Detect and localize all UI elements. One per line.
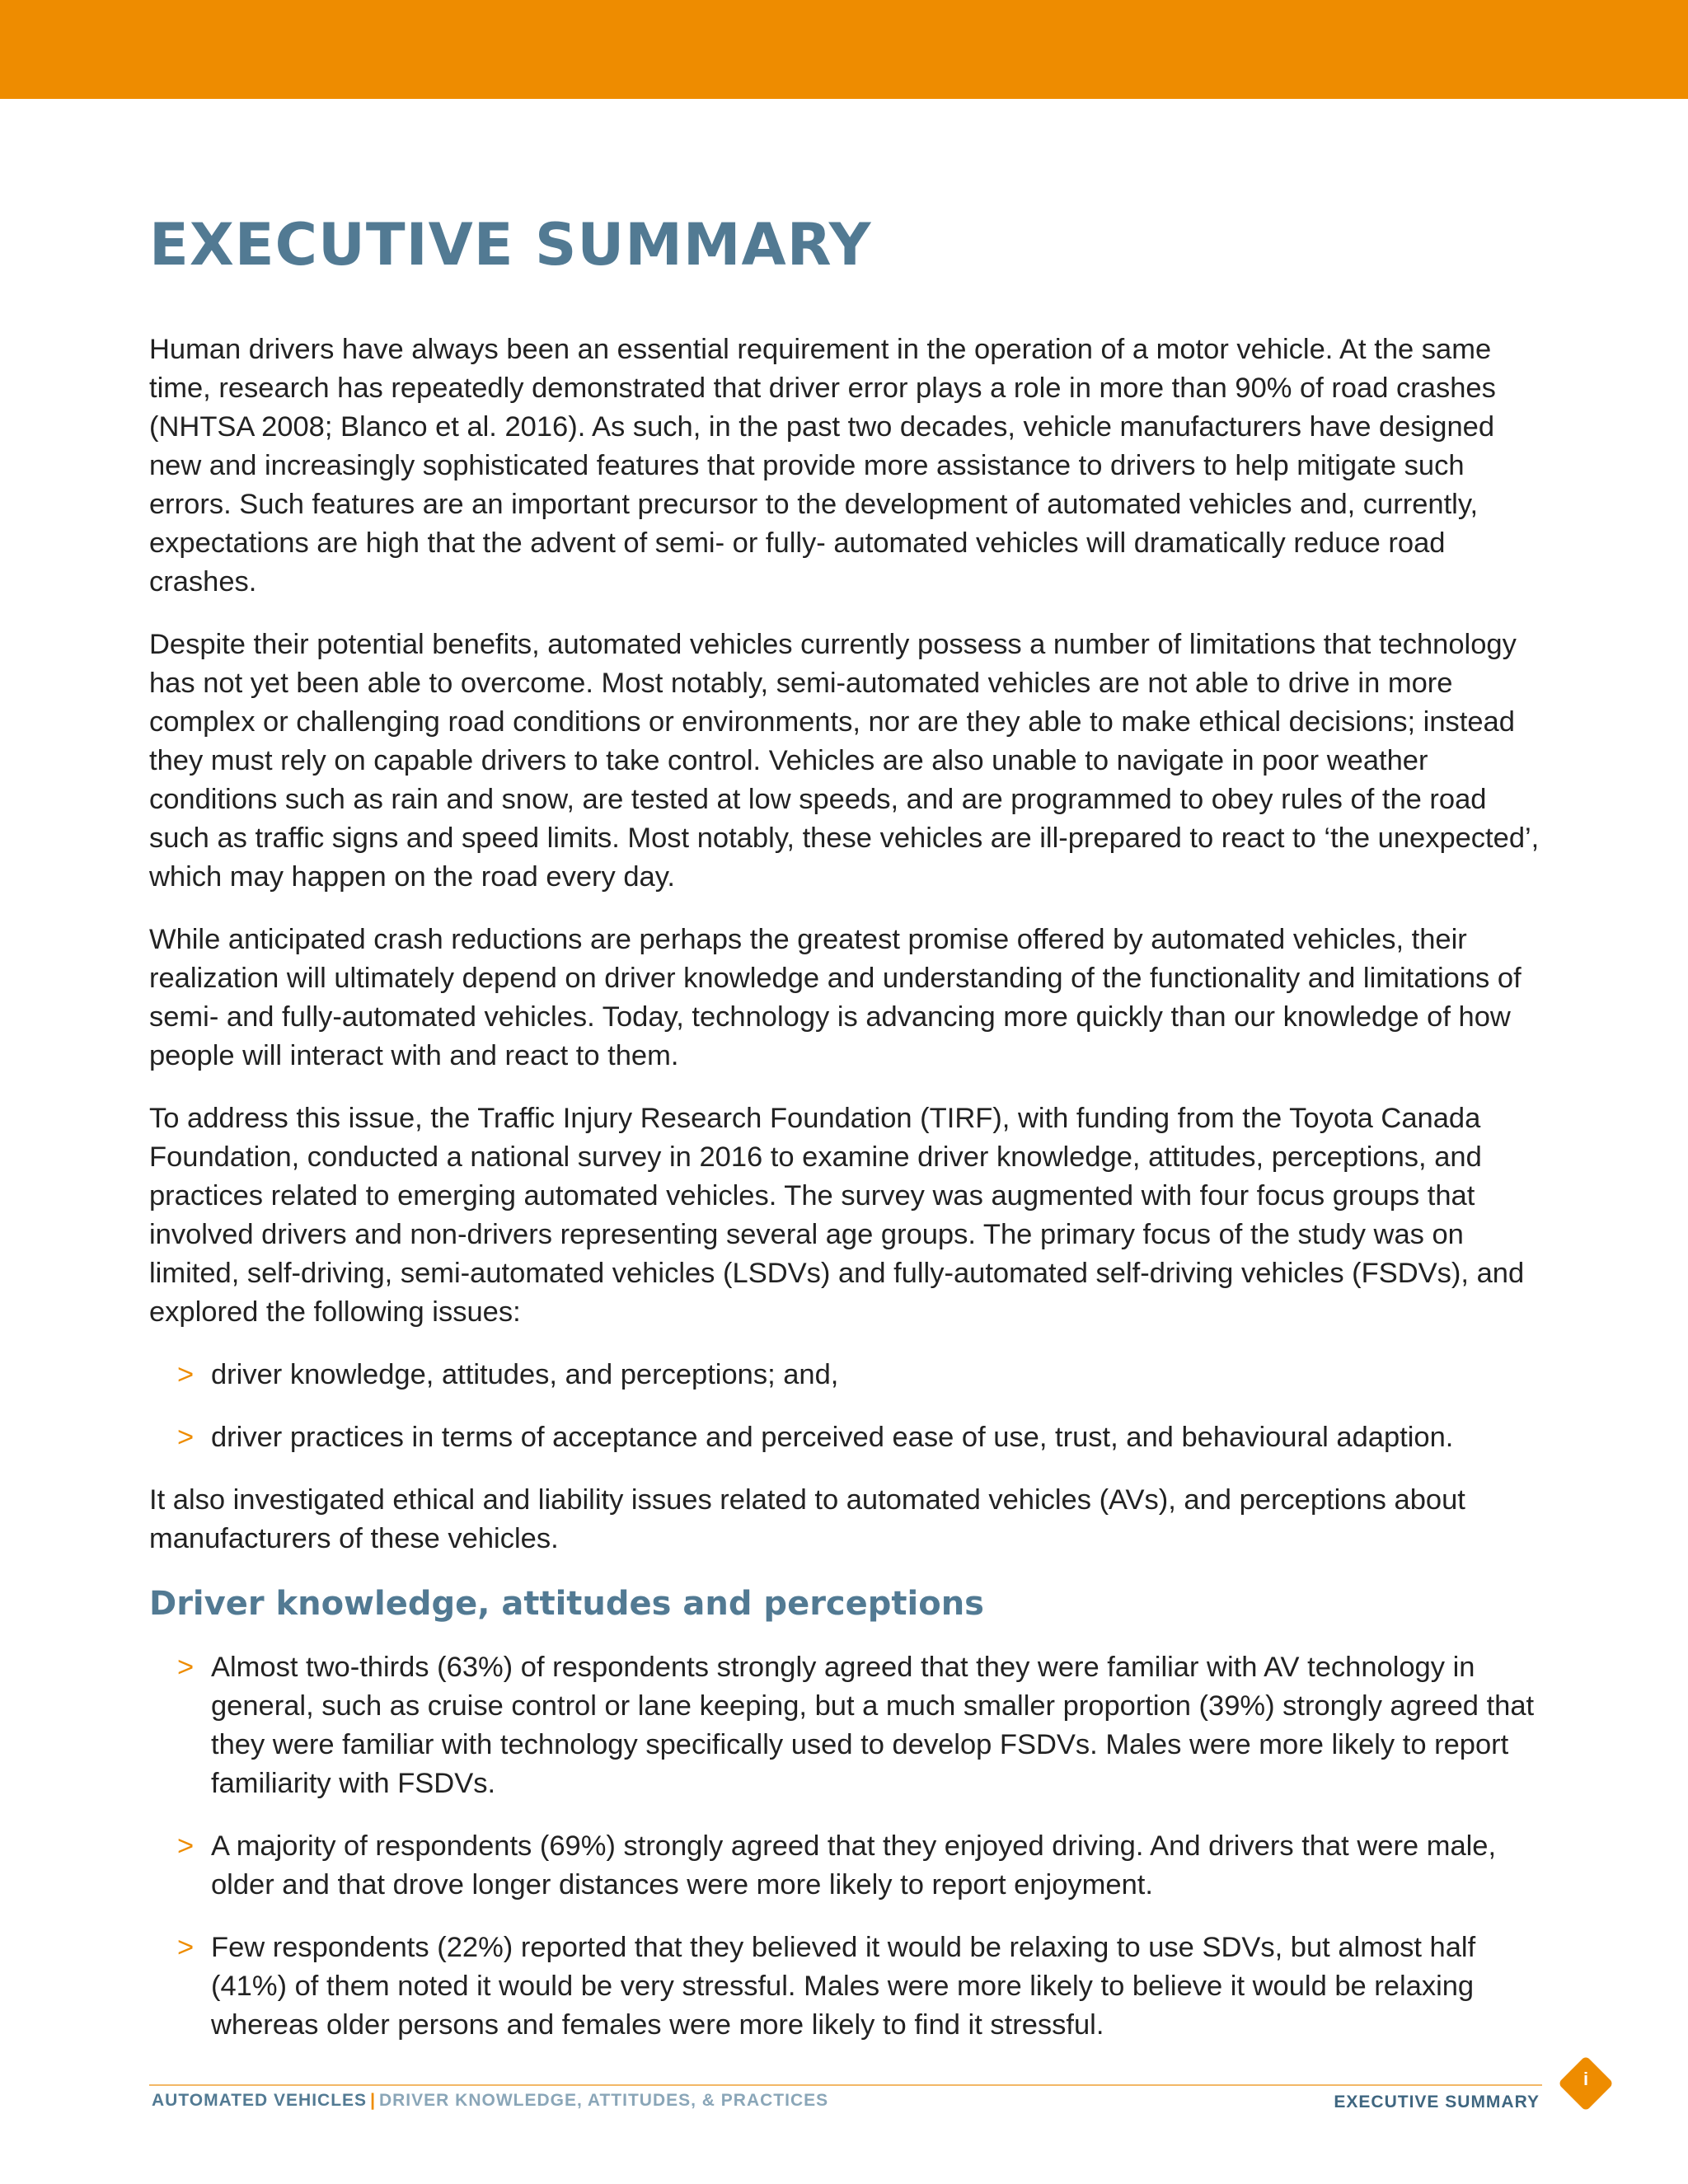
list-item-text: driver practices in terms of acceptance and perceived ease of use, trust, and behavioural adaption. (211, 1422, 1454, 1453)
page-number: i (1582, 2068, 1589, 2089)
list-item-text: driver knowledge, attitudes, and perceptions; and, (211, 1359, 839, 1390)
list-item-text: A majority of respondents (69%) strongly agreed that they enjoyed driving. And drivers that were male, older and that drove longer distances were more likely to report enjoyment. (211, 1830, 1497, 1900)
bullet-chevron-icon: > (177, 1932, 195, 1963)
list-item (149, 1418, 1542, 1457)
intro-paragraph-4: To address this issue, the Traffic Injury Research Foundation (TIRF), with funding from the Toyota Canada Foundation, conducted a national survey in 2016 to examine driver knowledge, attitudes, perceptions, and practices related to emerging automated vehicles. The survey was augmented with four focus groups that involved drivers and non-drivers representing several age groups. The primary focus of the study was on limited, self-driving, semi-automated vehicles (LSDVs) and fully-automated self-driving vehicles (FSDVs), and explored the following issues: (149, 1103, 1525, 1328)
intro-paragraph-3: While anticipated crash reductions are perhaps the greatest promise offered by automated vehicles, their realization will ultimately depend on driver knowledge and understanding of the functionality and limitations of semi- and fully-automated vehicles. Today, technology is advancing more quickly than our knowledge of how people will interact with and react to them. (149, 924, 1522, 1071)
page-number-badge (1553, 2050, 1619, 2116)
bullet-chevron-icon: > (177, 1652, 195, 1683)
bullet-chevron-icon: > (177, 1422, 195, 1453)
footer-separator: | (370, 2091, 376, 2110)
list-item (149, 1648, 1542, 1803)
top-color-band (0, 0, 1688, 99)
footer-document-title (152, 2089, 828, 2112)
bullet-chevron-icon: > (177, 1359, 195, 1390)
page-content (149, 210, 1542, 2069)
list-item (149, 1827, 1542, 1905)
findings-list (149, 1648, 1542, 2045)
list-item (149, 1356, 1542, 1394)
issues-list (149, 1356, 1542, 1457)
footer-report-subtitle: DRIVER KNOWLEDGE, ATTITUDES, & PRACTICES (378, 2091, 829, 2110)
list-item-text: Almost two-thirds (63%) of respondents strongly agreed that they were familiar with AV technology in general, such as cruise control or lane keeping, but a much smaller proportion (39%) strongly agreed that they were familiar with technology specifically used to develop FSDVs. Males were more likely to report familiarity with FSDVs. (211, 1652, 1535, 1799)
footer-report-title: AUTOMATED VEHICLES (152, 2091, 368, 2110)
intro-paragraph-2: Despite their potential benefits, automated vehicles currently possess a number of limitations that technology has not yet been able to overcome. Most notably, semi-automated vehicles are not able to drive in more complex or challenging road conditions or environments, nor are they able to make ethical decisions; instead they must rely on capable drivers to take control. Vehicles are also unable to navigate in poor weather conditions such as rain and snow, are tested at low speeds, and are programmed to obey rules of the road such as traffic signs and speed limits. Most notably, these vehicles are ill-prepared to react to ‘the unexpected’, which may happen on the road every day. (149, 629, 1540, 893)
page-title: EXECUTIVE SUMMARY (149, 211, 872, 279)
intro-paragraph-1: Human drivers have always been an essential requirement in the operation of a motor vehicle. At the same time, research has repeatedly demonstrated that driver error plays a role in more than 90% of road crashes (NHTSA 2008; Blanco et al. 2016). As such, in the past two decades, vehicle manufacturers have designed new and increasingly sophisticated features that provide more assistance to drivers to help mitigate such errors. Such features are an important precursor to the development of automated vehicles and, currently, expectations are high that the advent of semi- or fully- automated vehicles will dramatically reduce road crashes. (149, 334, 1496, 598)
list-item (149, 1929, 1542, 2045)
bullet-chevron-icon: > (177, 1830, 195, 1862)
footer-divider (149, 2084, 1542, 2086)
list-item-text: Few respondents (22%) reported that they believed it would be relaxing to use SDVs, but almost half (41%) of them noted it would be very stressful. Males were more likely to believe it would be relaxing whereas older persons and females were more likely to find it stressful. (211, 1932, 1476, 2041)
closing-paragraph: It also investigated ethical and liability issues related to automated vehicles (AVs), and perceptions about manufacturers of these vehicles. (149, 1484, 1465, 1554)
section-heading: Driver knowledge, attitudes and perceptions (149, 1585, 984, 1623)
footer-section-name: EXECUTIVE SUMMARY (1334, 2093, 1540, 2111)
